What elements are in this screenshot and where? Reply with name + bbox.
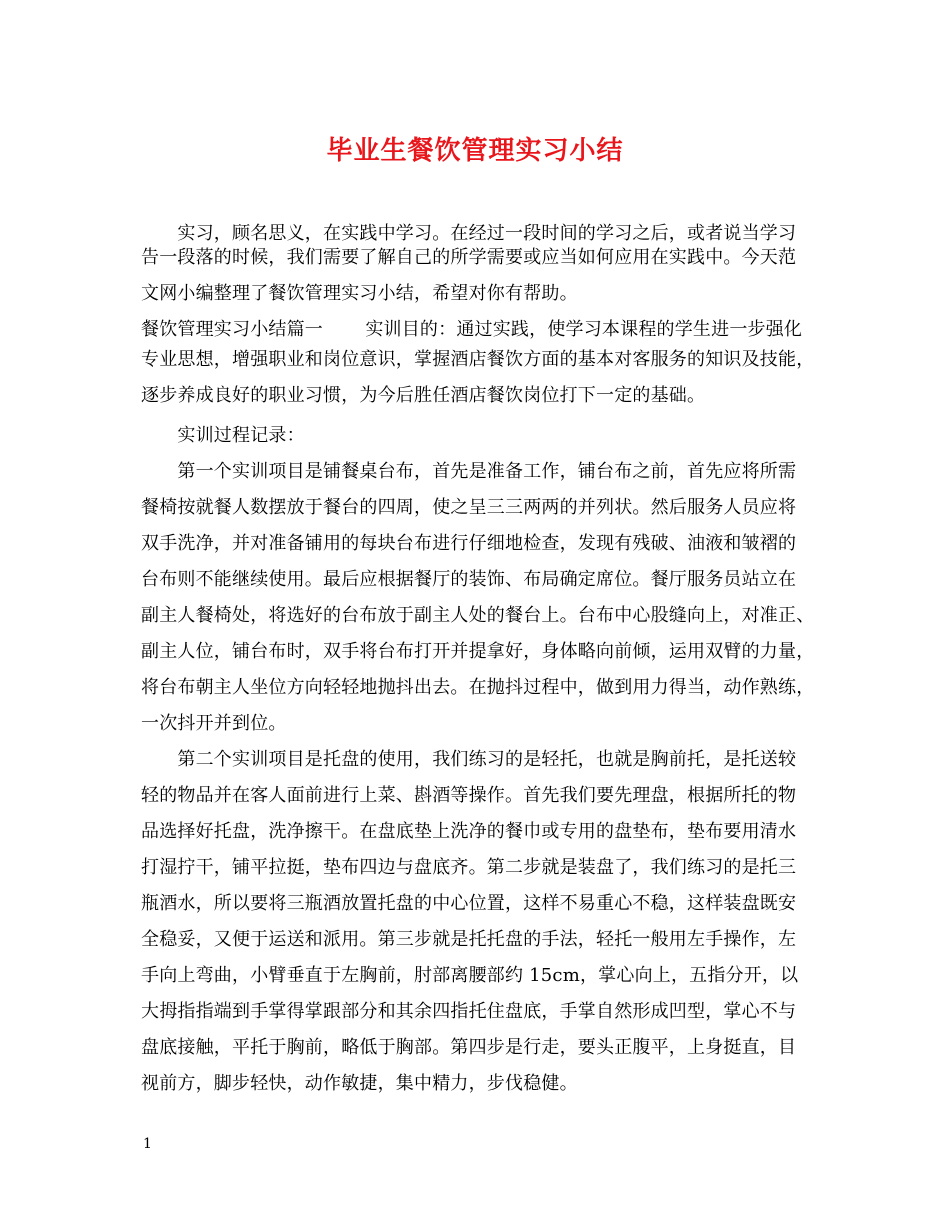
text-line: 告一段落的时候，我们需要了解自己的所学需要或应当如何应用在实践中。今天范 [141, 247, 797, 268]
text-line: 将台布朝主人坐位方向轻轻地抛抖出去。在抛抖过程中，做到用力得当，动作熟练， [141, 677, 815, 698]
text-line: 专业思想，增强职业和岗位意识，掌握酒店餐饮方面的基本对客服务的知识及技能， [141, 349, 815, 370]
text-line: 一次抖开并到位。 [141, 713, 287, 734]
text-line: 副主人餐椅处，将选好的台布放于副主人处的餐台上。台布中心股缝向上，对准正、 [141, 605, 815, 626]
document-title: 毕业生餐饮管理实习小结 [326, 136, 624, 166]
text-line: 逐步养成良好的职业习惯，为今后胜任酒店餐饮岗位打下一定的基础。 [141, 385, 706, 406]
text-line: 盘底接触，平托于胸前，略低于胸部。第四步是行走，要头正腹平，上身挺直，目 [141, 1037, 797, 1058]
text-line: 实习，顾名思义，在实践中学习。在经过一段时间的学习之后，或者说当学习 [141, 223, 797, 244]
text-line: 双手洗净，并对准备铺用的每块台布进行仔细地检查，发现有残破、油液和皱褶的 [141, 533, 797, 554]
text-line: 餐饮管理实习小结篇一 实训目的：通过实践，使学习本课程的学生进一步强化 [141, 319, 803, 340]
text-line: 手向上弯曲，小臂垂直于左胸前，肘部离腰部约 15cm，掌心向上，五指分开，以 [141, 965, 799, 986]
text-line: 第二个实训项目是托盘的使用，我们练习的是轻托，也就是胸前托，是托送较 [141, 749, 797, 770]
text-line: 第一个实训项目是铺餐桌台布，首先是准备工作，铺台布之前，首先应将所需 [141, 461, 797, 482]
text-line: 全稳妥，又便于运送和派用。第三步就是托托盘的手法，轻托一般用左手操作，左 [141, 929, 797, 950]
text-line: 台布则不能继续使用。最后应根据餐厅的装饰、布局确定席位。餐厅服务员站立在 [141, 569, 797, 590]
text-line: 实训过程记录： [141, 425, 305, 446]
text-line: 大拇指指端到手掌得掌跟部分和其余四指托住盘底，手掌自然形成凹型，掌心不与 [141, 1001, 797, 1022]
text-line: 副主人位，铺台布时，双手将台布打开并提拿好，身体略向前倾，运用双臂的力量， [141, 641, 815, 662]
text-line: 打湿拧干，铺平拉挺，垫布四边与盘底齐。第二步就是装盘了，我们练习的是托三 [141, 857, 797, 878]
page-number: 1 [143, 1136, 152, 1152]
text-line: 文网小编整理了餐饮管理实习小结，希望对你有帮助。 [141, 283, 578, 304]
text-line: 视前方，脚步轻快，动作敏捷，集中精力，步伐稳健。 [141, 1073, 578, 1094]
text-line: 品选择好托盘，洗净擦干。在盘底垫上洗净的餐巾或专用的盘垫布，垫布要用清水 [141, 821, 797, 842]
text-line: 轻的物品并在客人面前进行上菜、斟酒等操作。首先我们要先理盘，根据所托的物 [141, 785, 797, 806]
text-line: 餐椅按就餐人数摆放于餐台的四周，使之呈三三两两的并列状。然后服务人员应将 [141, 497, 797, 518]
text-line: 瓶酒水，所以要将三瓶酒放置托盘的中心位置，这样不易重心不稳，这样装盘既安 [141, 893, 797, 914]
